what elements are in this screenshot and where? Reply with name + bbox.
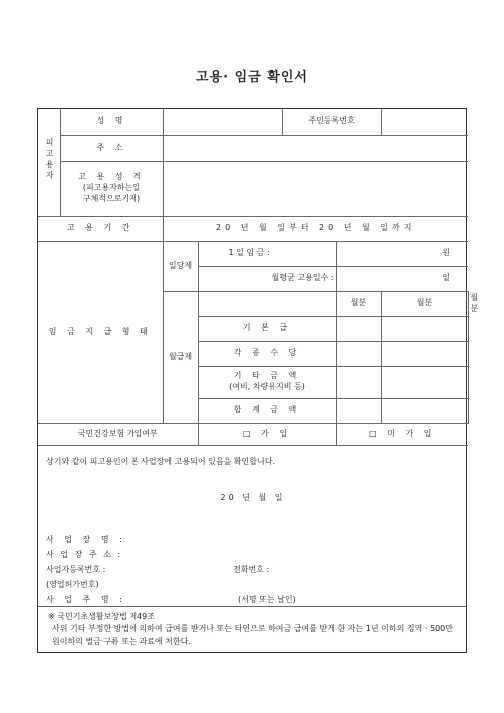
month-header-2: 월분 — [381, 291, 468, 316]
rrn-field[interactable] — [381, 109, 468, 135]
total-m2[interactable] — [381, 398, 468, 423]
confirmation-section — [38, 446, 466, 607]
monthly-label: 월급제 — [163, 291, 198, 423]
other-amount-m2[interactable] — [381, 366, 468, 398]
license-no-label: (영업허가번호) — [46, 579, 99, 589]
total-label: 합 계 금 액 — [198, 398, 336, 423]
allowances-m2[interactable] — [381, 341, 468, 366]
daily-wage-label: 1 일 임 금 : — [198, 241, 336, 266]
monthly-days-label: 월평균 고용일수 : — [198, 266, 336, 291]
insurance-yes-checkbox[interactable]: □ 가 입 — [198, 423, 336, 445]
name-label: 성 명 — [60, 109, 163, 135]
insurance-no-checkbox[interactable]: □ 미 가 입 — [336, 423, 468, 445]
confirm-date[interactable]: 20 년 월 일 — [220, 492, 286, 502]
biz-name-label: 사 업 장 명 : — [46, 534, 126, 544]
other-amount-m1[interactable] — [336, 366, 381, 398]
biz-reg-no-label: 사업자등록번호 : — [46, 564, 106, 574]
total-m1[interactable] — [336, 398, 381, 423]
address-field[interactable] — [163, 135, 468, 161]
month-header-1: 월분 — [336, 291, 381, 316]
other-amount-label: 기 타 금 액 (여비, 차량유지비 등) — [198, 366, 336, 398]
form-container — [37, 108, 479, 653]
period-label: 고 용 기 간 — [38, 216, 163, 241]
law-title: ※ 국민기초생활보장법 제49조 — [48, 611, 155, 621]
owner-label: 사 업 주 명 : — [46, 594, 126, 604]
name-field[interactable] — [163, 109, 282, 135]
employee-section-label: 피고용자 — [38, 109, 60, 216]
biz-address-label: 사 업 장 주 소 : — [46, 549, 123, 559]
phone-label: 전화번호 : — [233, 564, 270, 574]
period-value[interactable]: 20 년 월 일부터 20 년 월 일까지 — [163, 216, 468, 241]
employment-type-field[interactable] — [163, 161, 468, 216]
law-text: 사위 기타 부정한 방법에 의하여 급여를 받거나 또는 타인으로 하여금 급여를 받게 한 자는 1년 이하의 징역 · 500만원이하의 벌금·구류 또는 과료에 처한다. — [52, 624, 453, 647]
daily-wage-field[interactable]: 원 — [336, 241, 468, 266]
monthly-days-field[interactable]: 일 — [336, 266, 468, 291]
form-table: 피고용자 성 명 주민등록번호 주 소 고 용 성 격 (피고용자하는일 구체적으로기재) 고 용 기 간 20 년 월 일부터 20 년 월 일까지 임 금 지 급 형 태 일당제 1 일 임 금 : 원 월평균 고용일수 : 일 월급제 월분 월분 월분 기 본 급 각 종 수 당 기 타 금 액 (여비, 차량유지비 등) 합 계 금 액 국민건강보험 가입여부 □ 가 입 □ 미 가 입 — [38, 109, 468, 446]
basic-pay-label: 기 본 급 — [198, 316, 336, 341]
wage-type-label: 임 금 지 급 형 태 — [38, 241, 163, 423]
law-notice — [38, 607, 466, 653]
page-title: 고용· 임금 확인서 — [196, 70, 308, 85]
confirm-text: 상기와 같이 피고용인이 본 사업장에 고용되어 있음을 확인합니다. — [46, 456, 275, 466]
allowances-m1[interactable] — [336, 341, 381, 366]
basic-pay-m1[interactable] — [336, 316, 381, 341]
employment-type-label: 고 용 성 격 (피고용자하는일 구체적으로기재) — [60, 161, 163, 216]
daily-label: 일당제 — [163, 241, 198, 291]
sign-label: (서명 또는 날인) — [238, 594, 296, 604]
basic-pay-m2[interactable] — [381, 316, 468, 341]
rrn-label: 주민등록번호 — [282, 109, 381, 135]
insurance-label: 국민건강보험 가입여부 — [38, 423, 198, 445]
address-label: 주 소 — [60, 135, 163, 161]
allowances-label: 각 종 수 당 — [198, 341, 336, 366]
month-header-blank — [198, 291, 336, 316]
